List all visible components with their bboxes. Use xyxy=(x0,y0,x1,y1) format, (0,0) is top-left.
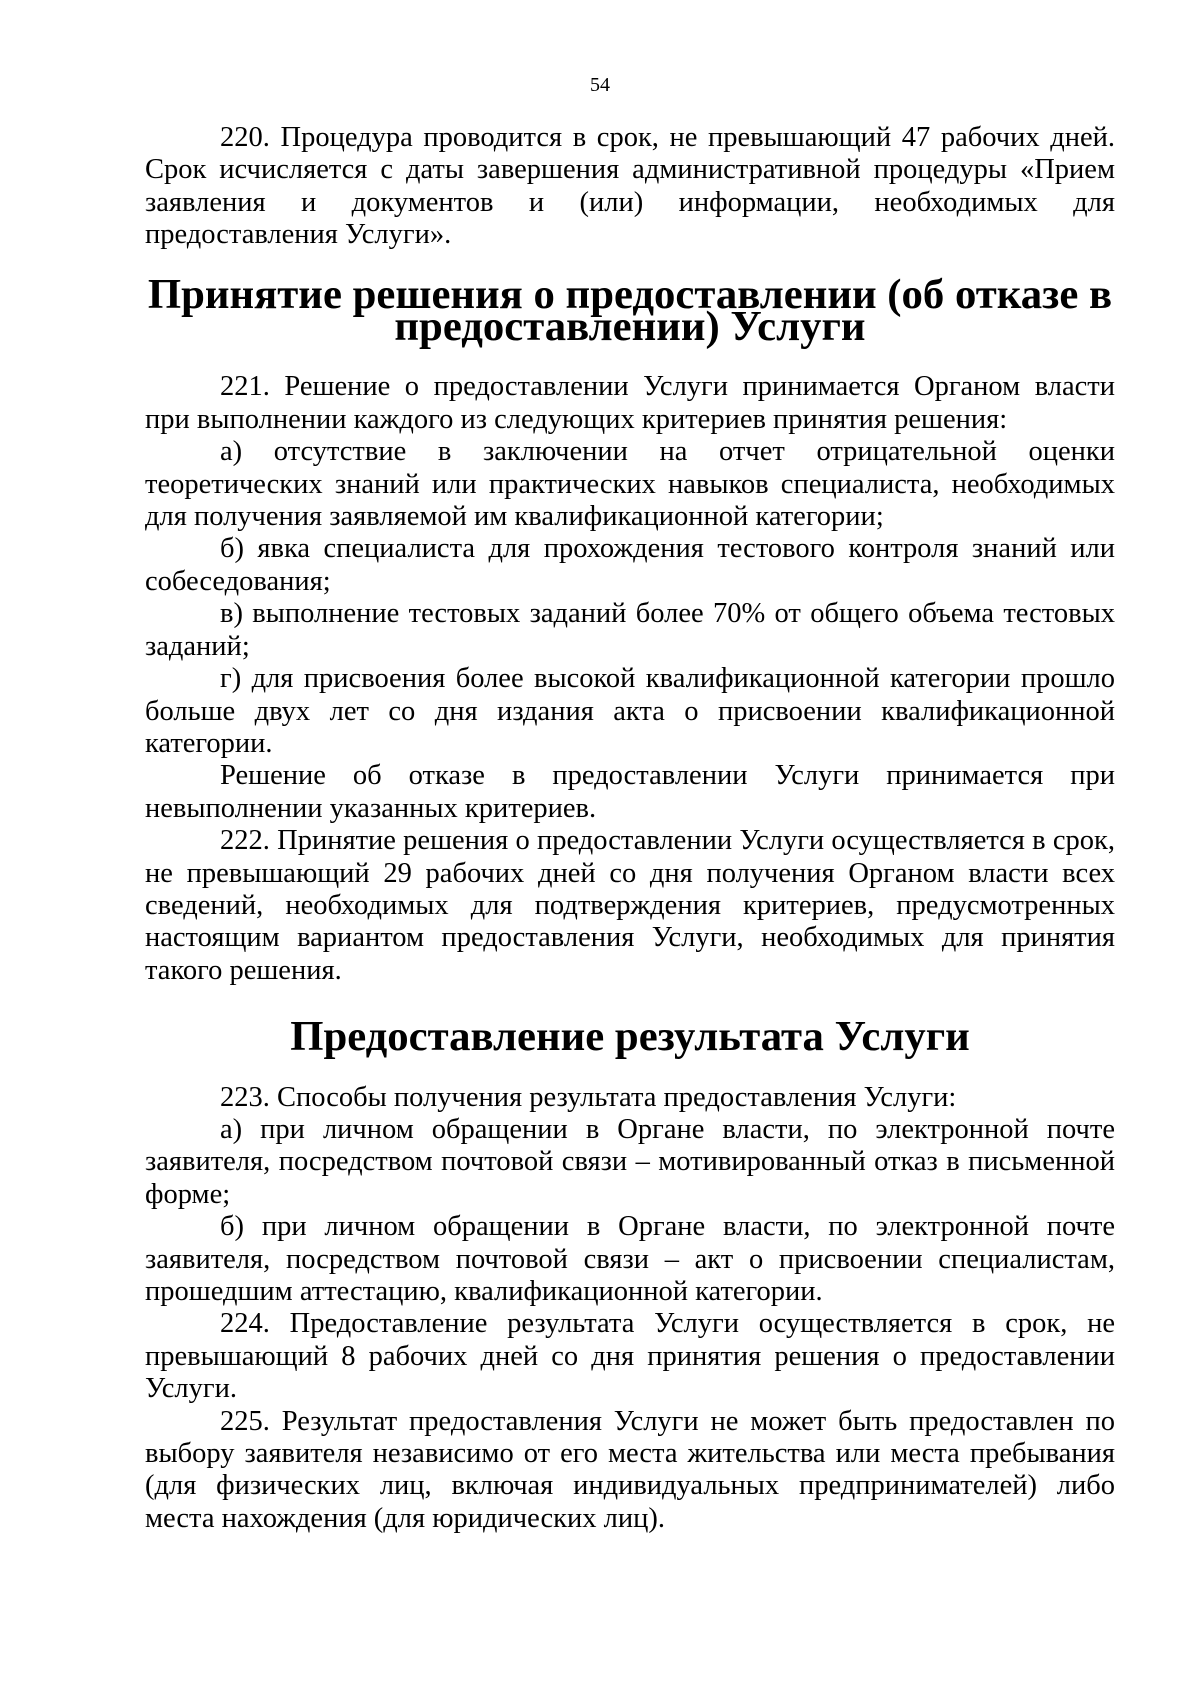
criterion-g: г) для присвоения более высокой квалификационной категории прошло больше двух лет со дня издания акта о присвоении квалификационной категории. xyxy=(145,663,1115,759)
result-method-b: б) при личном обращении в Органе власти, по электронной почте заявителя, посредством почтовой связи – акт о присвоении специалистам, прошедшим аттестацию, квалификационной категории. xyxy=(145,1211,1115,1307)
section-heading-decision: Принятие решения о предоставлении (об отказе в предоставлении) Услуги xyxy=(147,270,1113,351)
refusal-paragraph: Решение об отказе в предоставлении Услуги принимается при невыполнении указанных критериев. xyxy=(145,760,1115,824)
criterion-b: б) явка специалиста для прохождения тестового контроля знаний или собеседования; xyxy=(145,533,1115,597)
paragraph-224: 224. Предоставление результата Услуги осуществляется в срок, не превышающий 8 рабочих дней со дня принятия решения о предоставлении Услуги. xyxy=(145,1308,1115,1405)
paragraph-225: 225. Результат предоставления Услуги не может быть предоставлен по выбору заявителя независимо от его места жительства или места пребывания (для физических лиц, включая индивидуальных предпринимателей) либо места нахождения (для юридических лиц). xyxy=(145,1405,1115,1534)
paragraph-222: 222. Принятие решения о предоставлении Услуги осуществляется в срок, не превышающий 29 рабочих дней со дня получения Органом власти всех сведений, необходимых для подтверждения критериев, предусмотренных настоящим вариантом предоставления Услуги, необходимых для принятия такого решения. xyxy=(145,825,1115,986)
section-heading-result: Предоставление результата Услуги xyxy=(290,1013,970,1061)
paragraph-223: 223. Способы получения результата предоставления Услуги: xyxy=(220,1081,957,1113)
paragraph-221: 221. Решение о предоставлении Услуги принимается Органом власти при выполнении каждого из следующих критериев принятия решения: xyxy=(145,371,1115,435)
result-method-a: а) при личном обращении в Органе власти, по электронной почте заявителя, посредством почтовой связи – мотивированный отказ в письменной форме; xyxy=(145,1113,1115,1210)
paragraph-220: 220. Процедура проводится в срок, не превышающий 47 рабочих дней. Срок исчисляется с даты завершения административной процедуры «Прием заявления и документов и (или) информации, необходимых для предоставления Услуги». xyxy=(145,122,1115,251)
document-body xyxy=(145,122,1115,1535)
criterion-v: в) выполнение тестовых заданий более 70% от общего объема тестовых заданий; xyxy=(145,598,1115,662)
criterion-a: а) отсутствие в заключении на отчет отрицательной оценки теоретических знаний или практических навыков специалиста, необходимых для получения заявляемой им квалификационной категории; xyxy=(145,436,1115,533)
page-number: 54 xyxy=(590,74,610,96)
